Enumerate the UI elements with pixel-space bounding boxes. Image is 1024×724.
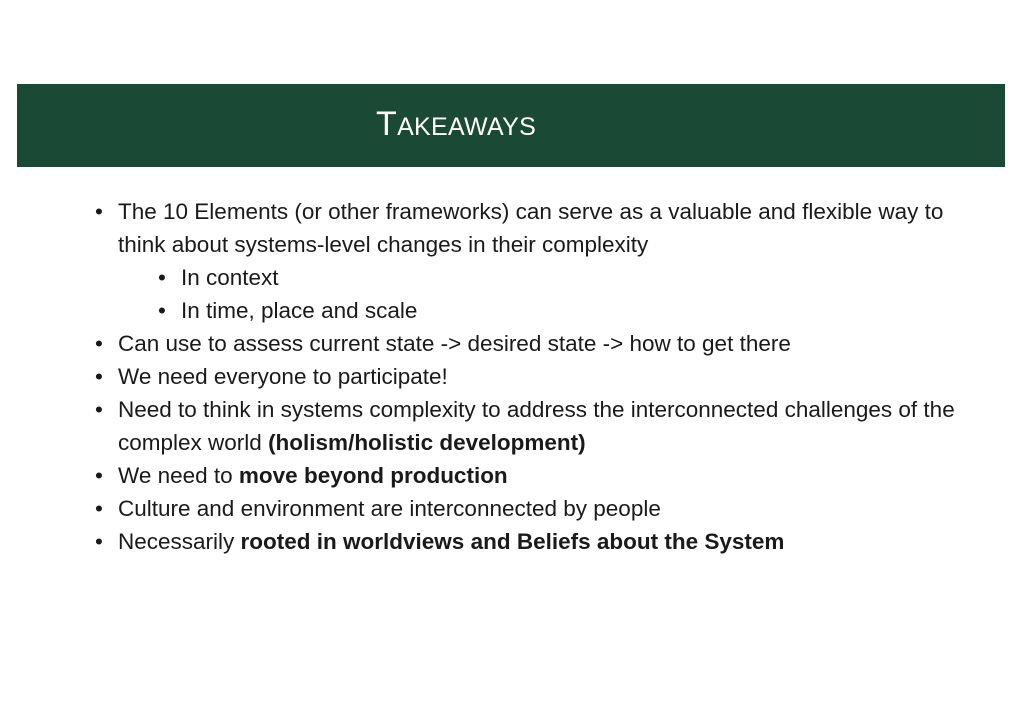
list-item — [95, 492, 975, 525]
bullet-glyph: • — [95, 463, 103, 488]
bullet-text: Can use to assess current state -> desired state -> how to get there — [118, 331, 791, 356]
bullet-row-7 — [95, 525, 975, 558]
bullet-glyph: • — [95, 199, 103, 224]
bullet-row-3 — [95, 360, 975, 393]
bullet-glyph: • — [95, 397, 103, 422]
bullet-glyph: • — [95, 496, 103, 521]
list-item — [95, 327, 975, 360]
bullet-row-1 — [95, 195, 975, 261]
bullet-text: Necessarily — [118, 529, 241, 554]
sub-bullet-row-2 — [95, 294, 975, 327]
sub-bullet-text: In context — [181, 265, 279, 290]
bullet-text: Need to think in systems complexity to address the interconnected challenges of the complex world — [118, 397, 955, 455]
slide-title — [376, 104, 536, 147]
bullet-text: Culture and environment are interconnected by people — [118, 496, 661, 521]
list-item — [95, 525, 975, 558]
bullet-bold-text: move beyond production — [238, 463, 508, 488]
list-item — [95, 360, 975, 393]
bullet-text: We need to — [118, 463, 239, 488]
bullet-glyph: • — [158, 298, 166, 323]
bullet-text: We need everyone to participate! — [118, 364, 448, 389]
bullet-bold-text: rooted in worldviews and Beliefs about the System — [240, 529, 785, 554]
bullet-row-4 — [95, 393, 975, 459]
bullet-bold-text: (holism/holistic development) — [268, 430, 586, 455]
bullet-row-6 — [95, 492, 975, 525]
sub-bullet-row-1 — [95, 261, 975, 294]
list-item — [95, 393, 975, 459]
bullet-glyph: • — [95, 331, 103, 356]
bullet-glyph: • — [95, 529, 103, 554]
title-first-letter: T — [376, 105, 398, 143]
title-rest: AKEAWAYS — [397, 113, 537, 141]
bullet-text: The 10 Elements (or other frameworks) can serve as a valuable and flexible way to think about systems-level changes in their complexity — [118, 199, 944, 257]
bullet-glyph: • — [95, 364, 103, 389]
list-item — [95, 459, 975, 492]
bullet-row-2 — [95, 327, 975, 360]
sub-bullet-text: In time, place and scale — [181, 298, 418, 323]
bullet-glyph: • — [158, 265, 166, 290]
list-item — [95, 195, 975, 327]
takeaways-list — [95, 195, 975, 558]
bullet-row-5 — [95, 459, 975, 492]
